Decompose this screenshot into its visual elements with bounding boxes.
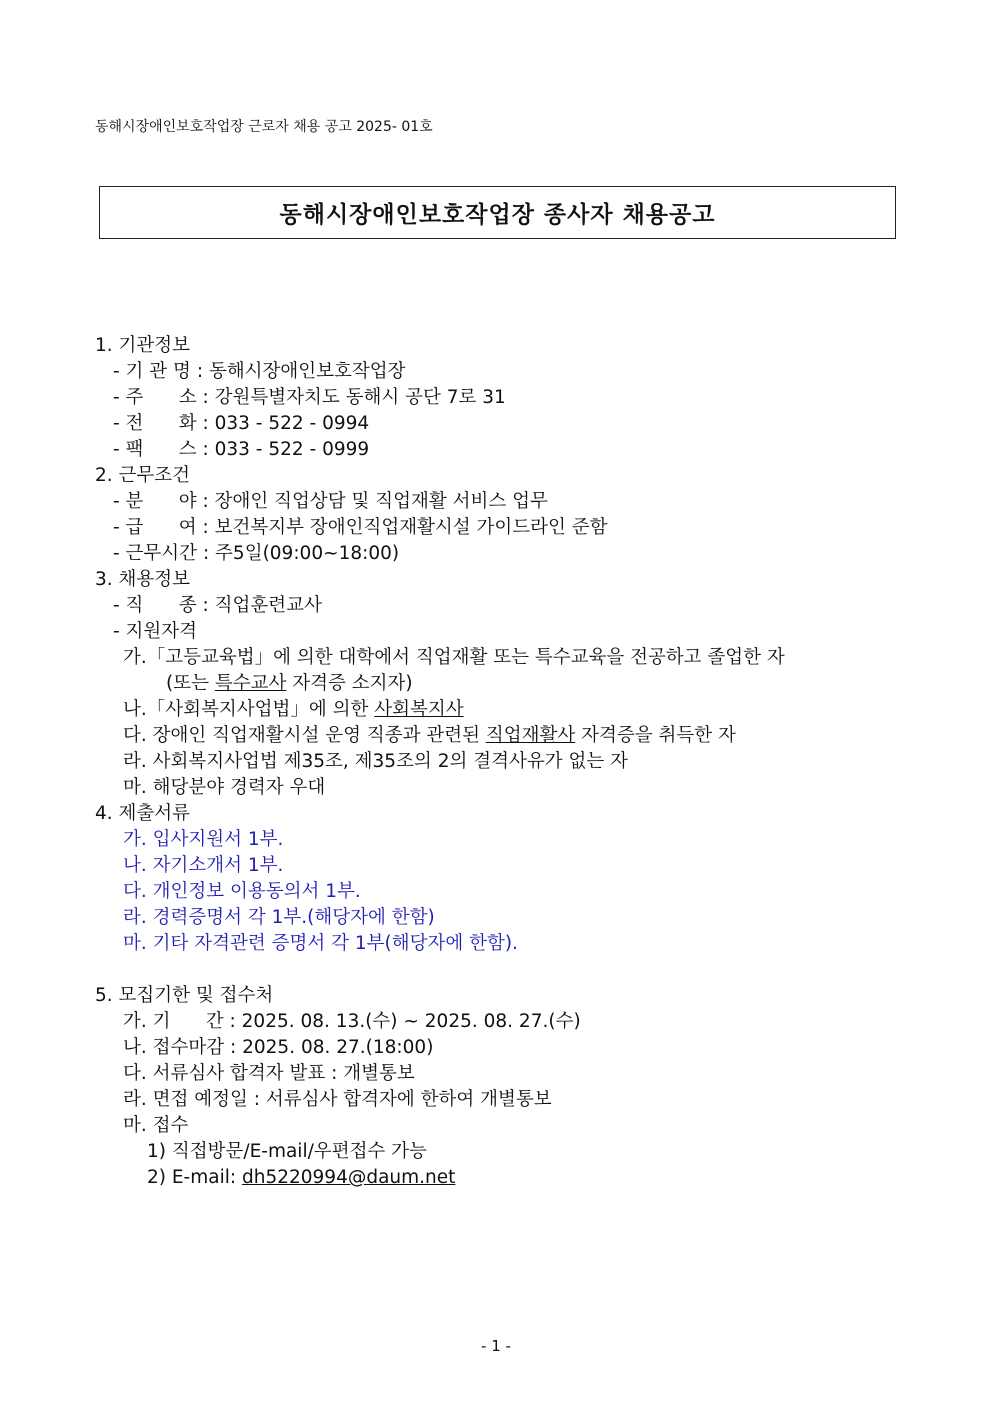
special-teacher-term: 특수교사 bbox=[214, 673, 287, 694]
info-row-agency-name: - 기 관 명 : 동해시장애인보호작업장 bbox=[113, 361, 406, 382]
deadline-item: 가. 기 간 : 2025. 08. 13.(수) ~ 2025. 08. 27.(수) bbox=[123, 1011, 581, 1032]
document-item: 라. 경력증명서 각 1부.(해당자에 한함) bbox=[123, 907, 435, 928]
document-number: 동해시장애인보호작업장 근로자 채용 공고 2025- 01호 bbox=[95, 119, 433, 135]
qualification-item-a: 가.「고등교육법」에 의한 대학에서 직업재활 또는 특수교육을 전공하고 졸업한 자 bbox=[123, 647, 785, 668]
condition-row-field: - 분 야 : 장애인 직업상담 및 직업재활 서비스 업무 bbox=[113, 491, 548, 512]
submission-email-row: 2) E-mail: dh5220994@daum.net bbox=[147, 1167, 456, 1188]
document-item: 마. 기타 자격관련 증명서 각 1부(해당자에 한함). bbox=[123, 933, 518, 954]
deadline-item: 라. 면접 예정일 : 서류심사 합격자에 한하여 개별통보 bbox=[123, 1089, 552, 1110]
qualification-item-a-cont: (또는 특수교사 자격증 소지자) bbox=[166, 673, 413, 694]
qualification-heading: - 지원자격 bbox=[113, 621, 198, 642]
section-heading-work-conditions: 2. 근무조건 bbox=[95, 465, 191, 486]
social-worker-term: 사회복지사 bbox=[374, 699, 464, 720]
section-heading-hiring-info: 3. 채용정보 bbox=[95, 569, 191, 590]
submission-method: 1) 직접방문/E-mail/우편접수 가능 bbox=[147, 1141, 427, 1162]
qualification-item-b: 나.「사회복지사업법」에 의한 사회복지사 bbox=[123, 699, 464, 720]
section-heading-deadline: 5. 모집기한 및 접수처 bbox=[95, 985, 274, 1006]
document-item: 나. 자기소개서 1부. bbox=[123, 855, 284, 876]
vocational-rehab-term: 직업재활사 bbox=[485, 725, 576, 746]
deadline-item: 나. 접수마감 : 2025. 08. 27.(18:00) bbox=[123, 1037, 434, 1058]
condition-row-hours: - 근무시간 : 주5일(09:00~18:00) bbox=[113, 543, 400, 564]
spacer bbox=[95, 957, 915, 983]
document-item: 가. 입사지원서 1부. bbox=[123, 829, 284, 850]
qualification-item-d: 라. 사회복지사업법 제35조, 제35조의 2의 결격사유가 없는 자 bbox=[123, 751, 628, 772]
deadline-item: 마. 접수 bbox=[123, 1115, 189, 1136]
info-row-fax: - 팩 스 : 033 - 522 - 0999 bbox=[113, 439, 370, 460]
info-row-address: - 주 소 : 강원특별자치도 동해시 공단 7로 31 bbox=[113, 387, 506, 408]
document-item: 다. 개인정보 이용동의서 1부. bbox=[123, 881, 361, 902]
email-link[interactable]: dh5220994@daum.net bbox=[241, 1167, 456, 1188]
title-box bbox=[99, 186, 896, 239]
info-row-phone: - 전 화 : 033 - 522 - 0994 bbox=[113, 413, 370, 434]
document-body bbox=[95, 333, 915, 1191]
section-heading-agency-info: 1. 기관정보 bbox=[95, 335, 191, 356]
qualification-item-c: 다. 장애인 직업재활시설 운영 직종과 관련된 직업재활사 자격증을 취득한 자 bbox=[123, 725, 736, 746]
job-type-row: - 직 종 : 직업훈련교사 bbox=[113, 595, 322, 616]
deadline-item: 다. 서류심사 합격자 발표 : 개별통보 bbox=[123, 1063, 415, 1084]
section-heading-documents: 4. 제출서류 bbox=[95, 803, 191, 824]
condition-row-salary: - 급 여 : 보건복지부 장애인직업재활시설 가이드라인 준함 bbox=[113, 517, 608, 538]
qualification-item-e: 마. 해당분야 경력자 우대 bbox=[123, 777, 326, 798]
page-title: 동해시장애인보호작업장 종사자 채용공고 bbox=[279, 201, 716, 228]
page-number: - 1 - bbox=[481, 1337, 511, 1355]
